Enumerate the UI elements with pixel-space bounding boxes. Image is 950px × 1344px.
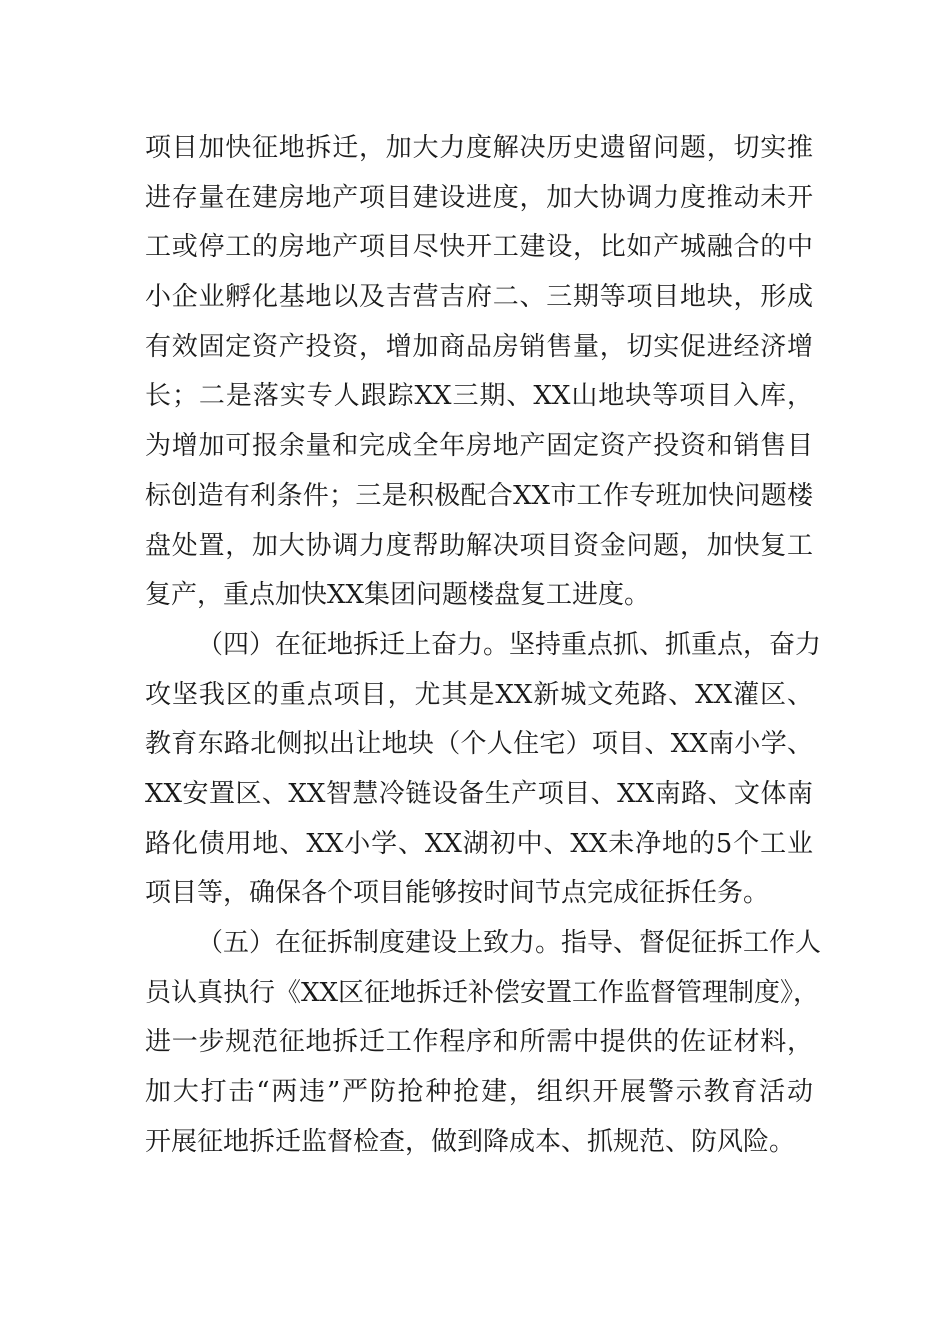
paragraph-3 bbox=[145, 919, 822, 1167]
text-line: 标创造有利条件；三是积极配合XX市工作专班加快问题楼 bbox=[145, 480, 813, 511]
paragraph-2 bbox=[145, 621, 822, 919]
text-line: 为增加可报余量和完成全年房地产固定资产投资和销售目 bbox=[145, 431, 813, 462]
text-line: 开展征地拆迁监督检查，做到降成本、抓规范、防风险。 bbox=[145, 1126, 796, 1157]
text-line: XX安置区、XX智慧冷链设备生产项目、XX南路、文体南 bbox=[145, 778, 813, 809]
text-line: （五）在征拆制度建设上致力。指导、督促征拆工作人 bbox=[197, 928, 822, 958]
text-line: 有效固定资产投资，增加商品房销售量，切实促进经济增 bbox=[145, 331, 813, 362]
text-line: 加大打击“两违”严防抢种抢建，组织开展警示教育活动 bbox=[145, 1077, 813, 1108]
text-line: 进存量在建房地产项目建设进度，加大协调力度推动未开 bbox=[145, 182, 813, 213]
text-line: 进一步规范征地拆迁工作程序和所需中提供的佐证材料， bbox=[145, 1027, 813, 1058]
text-line: 路化债用地、XX小学、XX湖初中、XX未净地的5个工业 bbox=[145, 828, 813, 859]
text-line: 盘处置，加大协调力度帮助解决项目资金问题，加快复工 bbox=[145, 530, 813, 561]
text-line: 教育东路北侧拟出让地块（个人住宅）项目、XX南小学、 bbox=[145, 729, 813, 760]
document-body bbox=[145, 124, 822, 1167]
text-line: 小企业孵化基地以及吉营吉府二、三期等项目地块，形成 bbox=[145, 282, 813, 313]
text-line: 复产，重点加快XX集团问题楼盘复工进度。 bbox=[145, 580, 651, 611]
text-line: 项目等，确保各个项目能够按时间节点完成征拆任务。 bbox=[145, 878, 770, 909]
text-line: 项目加快征地拆迁，加大力度解决历史遗留问题，切实推 bbox=[145, 133, 813, 163]
text-line: 攻坚我区的重点项目，尤其是XX新城文苑路、XX灌区、 bbox=[145, 679, 813, 710]
text-line: 工或停工的房地产项目尽快开工建设，比如产城融合的中 bbox=[145, 232, 813, 263]
text-line: 员认真执行《XX区征地拆迁补偿安置工作监督管理制度》， bbox=[145, 977, 820, 1008]
text-line: 长；二是落实专人跟踪XX三期、XX山地块等项目入库， bbox=[145, 381, 813, 412]
paragraph-1 bbox=[145, 124, 813, 621]
text-line: （四）在征地拆迁上奋力。坚持重点抓、抓重点，奋力 bbox=[197, 629, 822, 660]
